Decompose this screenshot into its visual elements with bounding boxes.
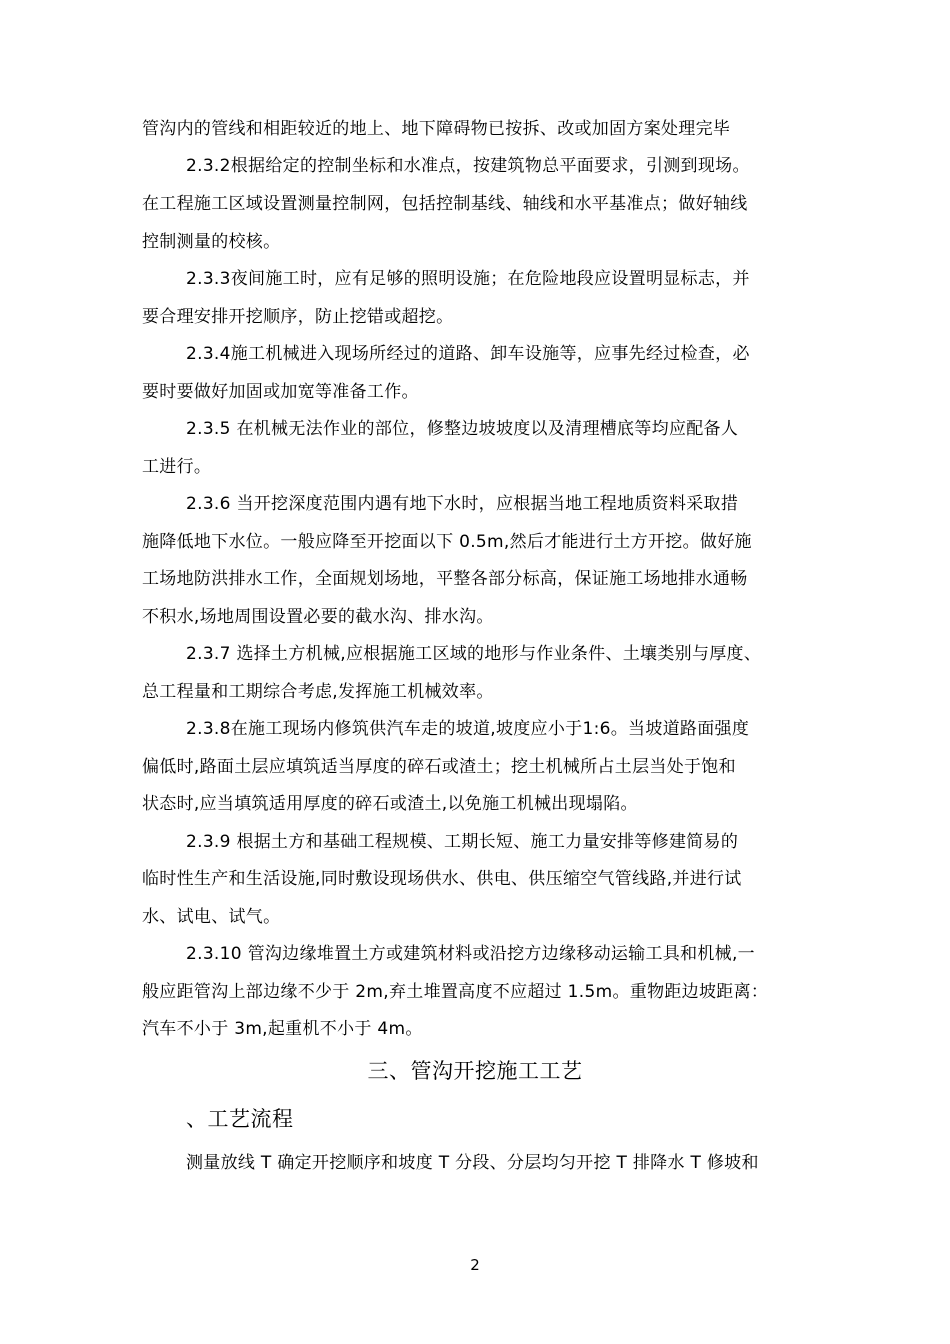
paragraph-line: 汽车不小于 3m,起重机不小于 4m。 [142, 1019, 423, 1039]
paragraph-line: 状态时,应当填筑适用厚度的碎石或渣土,以免施工机械出现塌陷。 [142, 794, 638, 814]
paragraph-line: 临时性生产和生活设施,同时敷设现场供水、供电、供压缩空气管线路,并进行试 [142, 869, 742, 889]
page-number: 2 [470, 1256, 480, 1274]
paragraph-line: 水、试电、试气。 [142, 907, 281, 927]
paragraph-line: 2.3.8在施工现场内修筑供汽车走的坡道,坡度应小于1:6。当坡道路面强度 [186, 719, 750, 739]
paragraph-line: 不积水,场地周围设置必要的截水沟、排水沟。 [142, 607, 494, 627]
section-heading: 三、管沟开挖施工工艺 [367, 1059, 583, 1083]
paragraph-line: 要合理安排开挖顺序，防止挖错或超挖。 [142, 307, 454, 327]
paragraph-line: 2.3.7 选择土方机械,应根据施工区域的地形与作业条件、土壤类别与厚度、 [186, 644, 762, 664]
subsection-heading: 、工艺流程 [186, 1107, 294, 1131]
paragraph-line: 管沟内的管线和相距较近的地上、地下障碍物已按拆、改或加固方案处理完毕 [142, 119, 731, 139]
paragraph-line: 2.3.10 管沟边缘堆置土方或建筑材料或沿挖方边缘移动运输工具和机械,一 [186, 944, 755, 964]
paragraph-line: 偏低时,路面土层应填筑适当厚度的碎石或渣土；挖土机械所占土层当处于饱和 [142, 757, 736, 777]
paragraph-line: 工进行。 [142, 457, 212, 477]
paragraph-line: 2.3.2根据给定的控制坐标和水准点，按建筑物总平面要求，引测到现场。 [186, 156, 750, 176]
paragraph-line: 般应距管沟上部边缘不少于 2m,弃土堆置高度不应超过 1.5m。重物距边坡距离： [142, 982, 769, 1002]
paragraph-line: 控制测量的校核。 [142, 232, 281, 252]
paragraph-line: 2.3.3夜间施工时，应有足够的照明设施；在危险地段应设置明显标志，并 [186, 269, 750, 289]
paragraph-line: 2.3.4施工机械进入现场所经过的道路、卸车设施等，应事先经过检查，必 [186, 344, 750, 364]
paragraph-line: 要时要做好加固或加宽等准备工作。 [142, 382, 419, 402]
paragraph-line: 施降低地下水位。一般应降至开挖面以下 0.5m,然后才能进行土方开挖。做好施 [142, 532, 752, 552]
paragraph-line: 2.3.5 在机械无法作业的部位，修整边坡坡度以及清理槽底等均应配备人 [186, 419, 739, 439]
process-flow-text: 测量放线 T 确定开挖顺序和坡度 T 分段、分层均匀开挖 T 排降水 T 修坡和 [186, 1153, 759, 1173]
paragraph-line: 2.3.9 根据土方和基础工程规模、工期长短、施工力量安排等修建简易的 [186, 832, 739, 852]
paragraph-line: 在工程施工区域设置测量控制网，包括控制基线、轴线和水平基准点；做好轴线 [142, 194, 748, 214]
paragraph-line: 2.3.6 当开挖深度范围内遇有地下水时，应根据当地工程地质资料采取措 [186, 494, 739, 514]
paragraph-line: 工场地防洪排水工作，全面规划场地，平整各部分标高，保证施工场地排水通畅 [142, 569, 748, 589]
paragraph-line: 总工程量和工期综合考虑,发挥施工机械效率。 [142, 682, 494, 702]
